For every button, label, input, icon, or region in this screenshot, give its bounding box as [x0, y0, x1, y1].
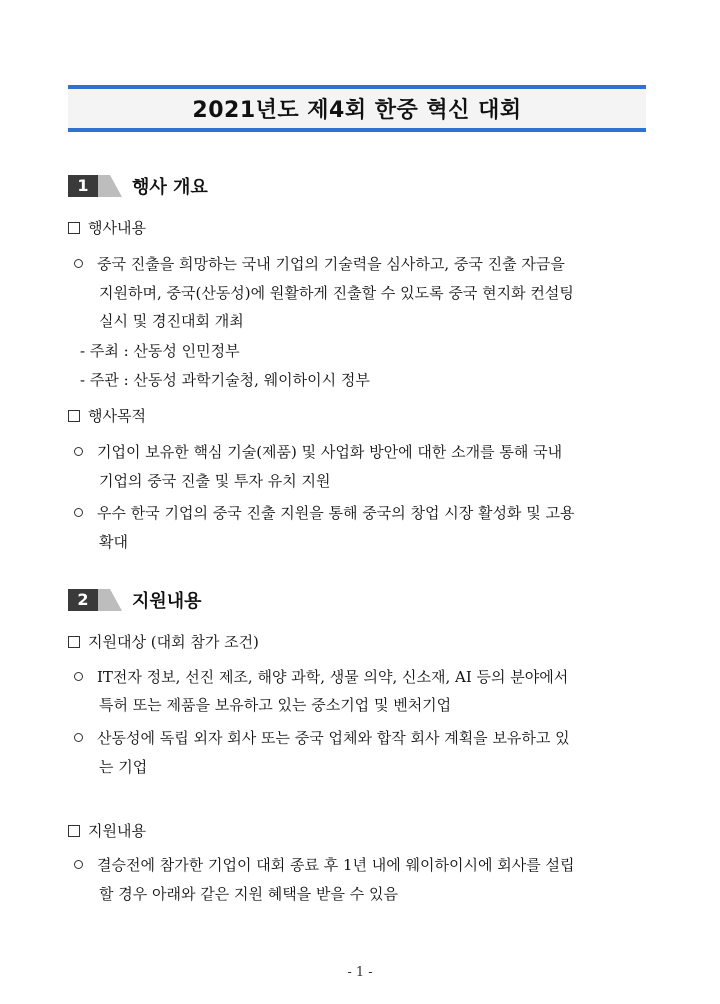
- section-1-header: [68, 173, 208, 199]
- checkbox-square-icon: [68, 825, 80, 837]
- dash-line-host: - 주최 : 산동성 인민정부: [80, 342, 240, 360]
- bullet-line: 기업이 보유한 핵심 기술(제품) 및 사업화 방안에 대한 소개를 통해 국내: [74, 442, 562, 462]
- bullet-continuation: 는 기업: [99, 758, 148, 776]
- circle-bullet-icon: [74, 733, 83, 742]
- circle-bullet-icon: [74, 860, 83, 869]
- section-1-number: 1: [77, 176, 89, 195]
- dash-line-organizer: - 주관 : 산동성 과학기술청, 웨이하이시 정부: [80, 371, 370, 389]
- group-heading-event-purpose: 행사목적: [68, 406, 146, 426]
- circle-bullet-icon: [74, 447, 83, 456]
- section-1-title: 행사 개요: [132, 177, 208, 198]
- bullet-line: 중국 진출을 희망하는 국내 기업의 기술력을 심사하고, 중국 진출 자금을: [74, 254, 565, 274]
- section-1-badge: [68, 175, 138, 197]
- checkbox-square-icon: [68, 222, 80, 234]
- document-title: 2021년도 제4회 한중 혁신 대회: [192, 98, 522, 123]
- section-2-badge: [68, 589, 138, 611]
- bullet-continuation: 실시 및 경진대회 개최: [99, 312, 244, 330]
- bullet-line: 결승전에 참가한 기업이 대회 종료 후 1년 내에 웨이하이시에 회사를 설립: [74, 855, 574, 875]
- checkbox-square-icon: [68, 410, 80, 422]
- section-2-header: [68, 587, 202, 613]
- bullet-continuation: 할 경우 아래와 같은 지원 혜택을 받을 수 있음: [99, 885, 398, 903]
- circle-bullet-icon: [74, 508, 83, 517]
- group-heading-support-target: 지원대상 (대회 참가 조건): [68, 632, 259, 652]
- bullet-line: IT전자 정보, 선진 제조, 해양 과학, 생물 의약, 신소재, AI 등의 분야에서: [74, 667, 568, 687]
- title-banner: [68, 85, 646, 132]
- bullet-line: 산동성에 독립 외자 회사 또는 중국 업체와 합작 회사 계획을 보유하고 있: [74, 728, 570, 748]
- bullet-line: 우수 한국 기업의 중국 진출 지원을 통해 중국의 창업 시장 활성화 및 고용: [74, 503, 574, 523]
- bullet-continuation: 기업의 중국 진출 및 투자 유치 지원: [99, 472, 331, 490]
- circle-bullet-icon: [74, 259, 83, 268]
- group-heading-support-content: 지원내용: [68, 821, 146, 841]
- bullet-continuation: 특허 또는 제품을 보유하고 있는 중소기업 및 벤처기업: [99, 696, 452, 714]
- bullet-continuation: 확대: [99, 533, 128, 551]
- checkbox-square-icon: [68, 636, 80, 648]
- page-number: - 1 -: [347, 965, 373, 980]
- circle-bullet-icon: [74, 672, 83, 681]
- section-2-title: 지원내용: [132, 591, 202, 612]
- bullet-continuation: 지원하며, 중국(산동성)에 원활하게 진출할 수 있도록 중국 현지화 컨설팅: [99, 284, 574, 302]
- section-2-number: 2: [77, 590, 89, 609]
- group-heading-event-content: 행사내용: [68, 218, 146, 238]
